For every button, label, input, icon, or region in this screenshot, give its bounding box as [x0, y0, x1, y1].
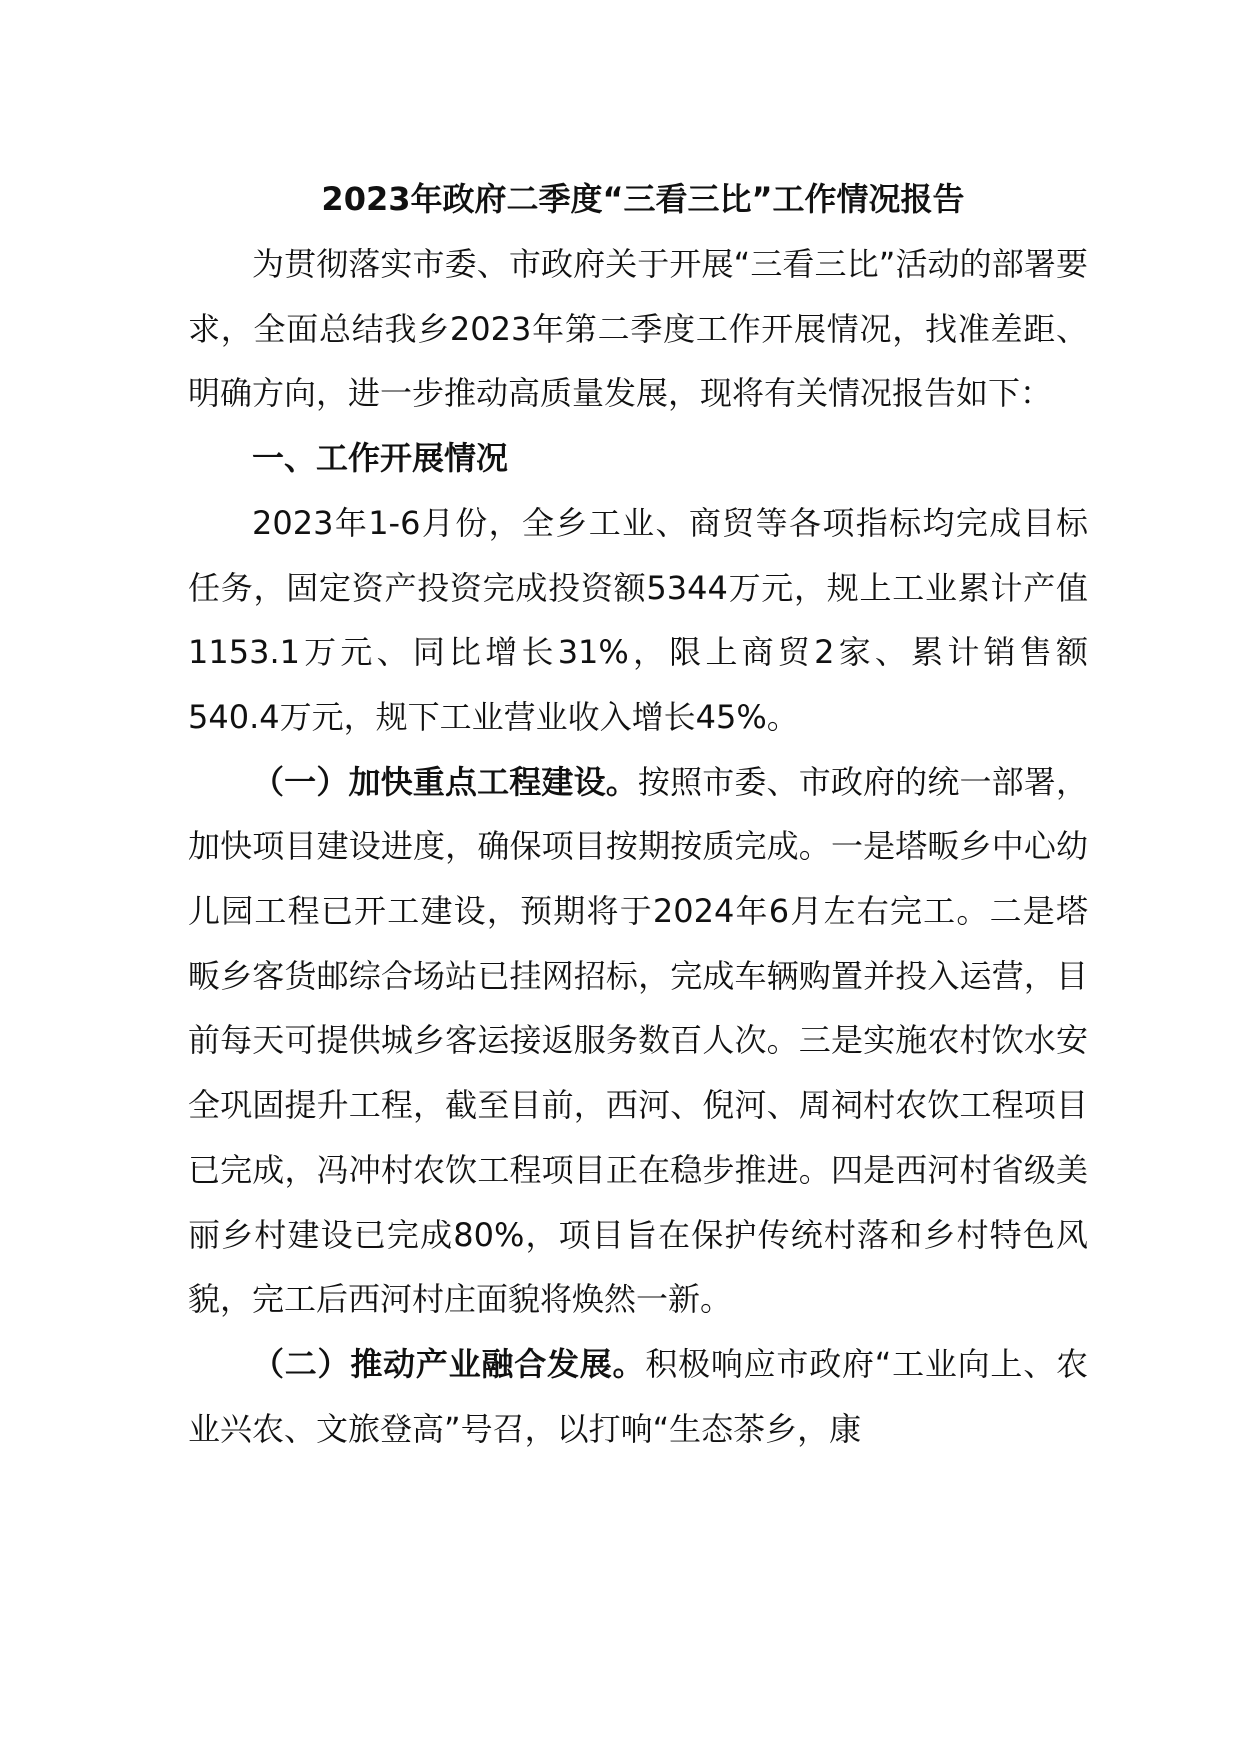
document-title: 2023年政府二季度“三看三比”工作情况报告: [321, 180, 965, 218]
subsection-industry-integration: [188, 1332, 1088, 1461]
subsection-body-industry-integration: 积极响应市政府“工业向上、农业兴农、文旅登高”号召，以打响“生态茶乡，康: [188, 1344, 1088, 1448]
summary-paragraph: 2023年1-6月份，全乡工业、商贸等各项指标均完成目标任务，固定资产投资完成投资额5344万元，规上工业累计产值1153.1万元、同比增长31%，限上商贸2家、累计销售额540.4万元，规下工业营业收入增长45%。: [188, 503, 1088, 736]
subsection-heading-industry-integration: （二）推动产业融合发展。: [252, 1344, 646, 1383]
subsection-heading-key-projects: （一）加快重点工程建设。: [252, 762, 638, 801]
subsection-key-projects: [188, 750, 1088, 1332]
subsection-body-key-projects: 按照市委、市政府的统一部署，加快项目建设进度，确保项目按期按质完成。一是塔畈乡中心幼儿园工程已开工建设，预期将于2024年6月左右完工。二是塔畈乡客货邮综合场站已挂网招标，完成车辆购置并投入运营，目前每天可提供城乡客运接返服务数百人次。三是实施农村饮水安全巩固提升工程，截至目前，西河、倪河、周祠村农饮工程项目已完成，冯冲村农饮工程项目正在稳步推进。四是西河村省级美丽乡村建设已完成80%，项目旨在保护传统村落和乡村特色风貌，完工后西河村庄面貌将焕然一新。: [188, 762, 1088, 1319]
intro-paragraph: 为贯彻落实市委、市政府关于开展“三看三比”活动的部署要求，全面总结我乡2023年第二季度工作开展情况，找准差距、明确方向，进一步推动高质量发展，现将有关情况报告如下：: [188, 245, 1088, 413]
document-page: [188, 166, 1088, 1461]
section-heading-work-progress: 一、工作开展情况: [252, 439, 509, 478]
